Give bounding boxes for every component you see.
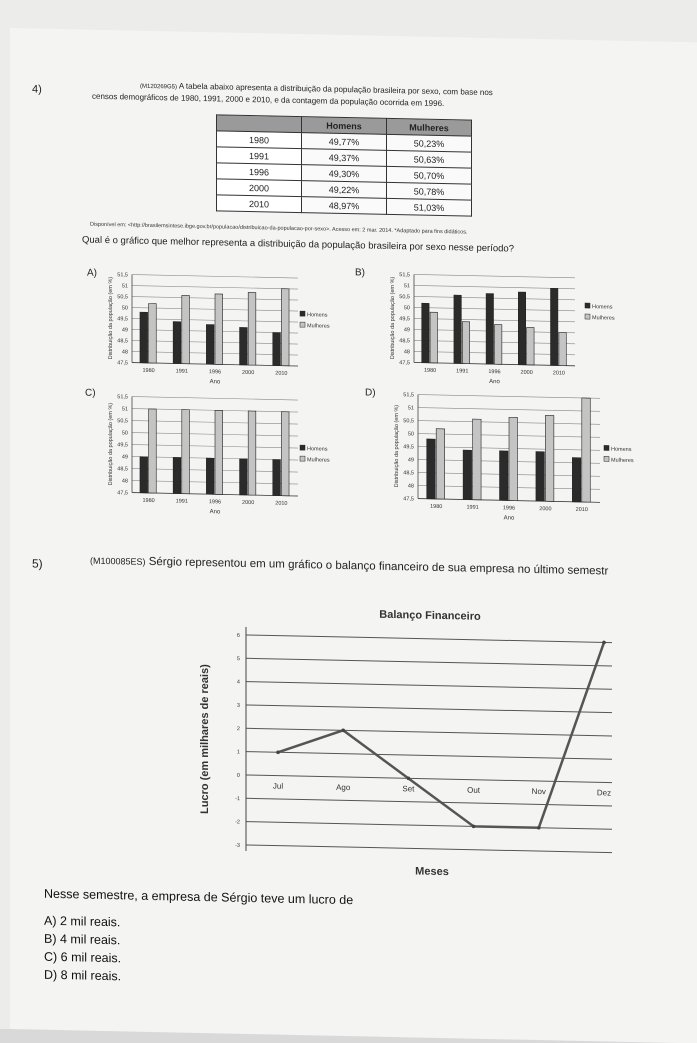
table-header: Homens <box>302 117 387 135</box>
y-tick-label: 5 <box>236 656 240 663</box>
q5-number: 5) <box>32 556 43 571</box>
y-axis-label: Lucro (em milhares de reais) <box>199 664 211 815</box>
x-axis-label: Ano <box>503 515 515 522</box>
table-cell: 2010 <box>217 195 302 213</box>
q5-question: Nesse semestre, a empresa de Sérgio teve um lucro de <box>44 886 354 908</box>
answer-option-c[interactable]: C) 6 mil reais. <box>44 949 122 966</box>
chart-title: Balanço Financeiro <box>379 608 481 623</box>
bar-mulheres <box>559 332 566 365</box>
bar-homens <box>518 292 525 365</box>
bar-homens <box>422 303 429 363</box>
data-point <box>407 777 411 781</box>
x-tick-label: 2010 <box>275 500 288 507</box>
y-tick-label: 47,5 <box>403 496 414 503</box>
legend-label: Homens <box>307 446 328 453</box>
q5-statement <box>90 555 608 578</box>
y-tick-label: 50,5 <box>403 418 414 425</box>
x-tick-label: 1996 <box>208 369 222 376</box>
y-axis-label: Distribuição da população (em %) <box>108 402 114 486</box>
bar-mulheres <box>149 304 157 364</box>
x-tick-label: 1996 <box>488 369 501 376</box>
option-d-chart <box>372 388 632 528</box>
q4-question: Qual é o gráfico que melhor representa a distribuição da população brasileira por sexo nesse período? <box>82 234 514 255</box>
option-b-chart <box>370 268 615 393</box>
table-cell: 50,23% <box>387 134 472 152</box>
table-cell: 1996 <box>217 163 302 181</box>
bar-mulheres <box>248 411 256 495</box>
y-tick-label: 50,5 <box>117 418 128 425</box>
bar-homens <box>273 460 281 496</box>
x-tick-label: Set <box>402 784 415 794</box>
x-tick-label: 2010 <box>275 370 288 377</box>
bar-mulheres <box>462 322 469 364</box>
bar-homens <box>240 327 248 365</box>
y-tick-label: 1 <box>236 749 240 756</box>
grid-line <box>132 286 298 289</box>
bar-mulheres <box>473 419 481 500</box>
table-cell: 49,22% <box>302 181 387 199</box>
y-tick-label: 3 <box>236 702 240 709</box>
bar-mulheres <box>527 327 534 365</box>
legend-swatch-homens <box>300 445 305 450</box>
legend-swatch-homens <box>300 311 305 316</box>
bar-mulheres <box>495 325 502 365</box>
grid-line <box>246 798 612 806</box>
bar-mulheres <box>281 412 289 496</box>
grid-line <box>246 682 612 690</box>
y-tick-label: 49,5 <box>399 316 410 323</box>
legend-label: Mulheres <box>611 457 634 465</box>
x-axis-label: Ano <box>209 379 221 386</box>
bar-homens <box>140 312 148 363</box>
grid-line <box>246 845 612 853</box>
x-axis-label: Ano <box>489 379 500 386</box>
y-tick-label: -3 <box>235 842 240 849</box>
table-cell: 51,03% <box>387 198 472 216</box>
q4-code: (M120269G5) <box>140 83 178 91</box>
y-tick-label: 48 <box>121 349 128 356</box>
table-cell: 50,63% <box>387 150 472 168</box>
x-tick-label: Jul <box>272 781 284 791</box>
y-tick-label: 48,5 <box>399 338 410 345</box>
legend-label: Homens <box>611 446 632 454</box>
y-tick-label: -2 <box>235 819 240 826</box>
bar-mulheres <box>149 409 157 493</box>
y-tick-label: 51 <box>407 405 414 412</box>
y-tick-label: 2 <box>236 726 240 733</box>
bar-homens <box>463 450 471 500</box>
grid-line <box>246 705 612 713</box>
legend-swatch-mulheres <box>604 456 609 461</box>
x-tick-label: Ago <box>336 782 351 793</box>
y-tick-label: 51,5 <box>117 272 128 279</box>
grid-line <box>246 822 612 830</box>
data-point <box>472 825 476 829</box>
bar-homens <box>140 457 148 493</box>
x-tick-label: Dez <box>596 788 612 798</box>
table-cell: 50,70% <box>387 166 472 184</box>
legend-swatch-mulheres <box>585 314 590 319</box>
bar-homens <box>206 458 214 494</box>
x-tick-label: 1996 <box>208 499 222 506</box>
x-tick-label: 2010 <box>552 370 566 377</box>
balance-line-chart <box>180 592 620 891</box>
table-cell: 49,37% <box>302 149 387 167</box>
y-tick-label: 50 <box>121 305 128 312</box>
x-tick-label: 2000 <box>242 499 255 507</box>
y-tick-label: 51,5 <box>399 272 410 279</box>
x-tick-label: Out <box>467 785 481 795</box>
bar-mulheres <box>281 289 289 366</box>
grid-line <box>132 397 298 400</box>
x-tick-label: 2000 <box>242 369 255 377</box>
bar-homens <box>572 458 580 502</box>
y-tick-label: 49 <box>403 327 410 334</box>
bar-mulheres <box>248 292 256 365</box>
table-cell: 1980 <box>217 131 302 149</box>
option-d-label: D) <box>365 387 376 399</box>
y-tick-label: 0 <box>236 772 240 779</box>
legend-label: Mulheres <box>307 457 330 464</box>
bar-mulheres <box>215 410 223 494</box>
y-tick-label: 47,5 <box>117 360 128 367</box>
bar-mulheres <box>215 294 223 365</box>
answer-option-b[interactable]: B) 4 mil reais. <box>44 931 121 948</box>
table-cell: 50,78% <box>387 182 472 200</box>
bar-mulheres <box>430 312 437 363</box>
y-axis-label: Distribuição da população (em %) <box>390 276 396 360</box>
y-tick-label: -1 <box>235 796 240 803</box>
legend-label: Homens <box>592 304 613 311</box>
bar-homens <box>273 333 281 366</box>
y-tick-label: 6 <box>236 632 240 639</box>
y-tick-label: 51 <box>121 406 128 413</box>
answer-option-d[interactable]: D) 8 mil reais. <box>44 967 122 984</box>
y-tick-label: 50 <box>121 430 128 437</box>
option-b-label: B) <box>355 267 365 279</box>
option-a-chart <box>88 268 328 393</box>
x-tick-label: 2000 <box>539 506 552 513</box>
y-tick-label: 48 <box>403 349 410 356</box>
y-axis-label: Distribuição da população (em %) <box>394 404 400 488</box>
bar-mulheres <box>436 429 444 499</box>
x-tick-label: 1980 <box>142 497 155 505</box>
option-a-label: A) <box>87 267 97 279</box>
grid-line <box>418 408 600 412</box>
y-tick-label: 50,5 <box>117 294 128 301</box>
x-tick-label: 1980 <box>423 367 437 374</box>
bar-homens <box>500 451 508 501</box>
y-tick-label: 51 <box>403 283 410 290</box>
y-tick-label: 49,5 <box>117 316 128 323</box>
legend-swatch-mulheres <box>300 322 305 327</box>
table-cell: 1991 <box>217 147 302 165</box>
y-tick-label: 49,5 <box>403 444 414 451</box>
y-tick-label: 48,5 <box>117 466 128 473</box>
y-tick-label: 48 <box>407 483 414 490</box>
y-tick-label: 49 <box>121 454 128 461</box>
bar-homens <box>551 288 558 365</box>
bar-homens <box>427 439 435 499</box>
option-c-chart <box>88 388 328 523</box>
table-cell: 49,30% <box>302 165 387 183</box>
grid-line <box>246 752 612 760</box>
bar-mulheres <box>582 398 590 502</box>
y-tick-label: 49,5 <box>117 442 128 449</box>
bar-homens <box>486 294 493 365</box>
y-tick-label: 48 <box>121 478 128 485</box>
option-c-label: C) <box>85 387 96 399</box>
y-tick-label: 49 <box>121 327 128 334</box>
table-cell: 2000 <box>217 179 302 197</box>
bar-mulheres <box>182 410 190 494</box>
y-tick-label: 51 <box>121 283 128 290</box>
bar-homens <box>536 452 544 502</box>
x-tick-label: Nov <box>531 786 546 797</box>
q4-number: 4) <box>32 83 42 96</box>
grid-line <box>246 658 612 666</box>
grid-line <box>418 395 600 399</box>
x-tick-label: 1991 <box>456 368 469 375</box>
y-tick-label: 47,5 <box>399 360 410 367</box>
y-tick-label: 48,5 <box>403 470 414 477</box>
q4-statement-line1: A tabela abaixo apresenta a distribuição da população brasileira por sexo, com base nos <box>178 81 493 98</box>
x-axis-label: Ano <box>209 509 221 516</box>
bar-homens <box>173 457 181 493</box>
q5-code: (M100085ES) <box>90 555 146 567</box>
x-tick-label: 1996 <box>502 505 516 512</box>
y-axis-label: Distribuição da população (em %) <box>108 276 114 360</box>
bar-mulheres <box>182 295 190 363</box>
table-cell: 49,77% <box>302 133 387 151</box>
bar-mulheres <box>545 415 553 501</box>
y-tick-label: 47,5 <box>117 490 128 497</box>
legend-swatch-homens <box>604 445 609 450</box>
x-tick-label: 1991 <box>466 504 479 511</box>
x-tick-label: 1980 <box>142 367 155 375</box>
table-header <box>217 115 302 133</box>
x-tick-label: 1980 <box>430 503 443 511</box>
table-cell: 48,97% <box>302 197 387 215</box>
legend-swatch-homens <box>585 303 590 308</box>
grid-line <box>414 274 575 277</box>
legend-swatch-mulheres <box>300 456 305 461</box>
legend-label: Mulheres <box>307 323 330 330</box>
bar-homens <box>173 322 181 364</box>
y-tick-label: 51,5 <box>117 394 128 401</box>
q5-statement-text: Sérgio representou em um gráfico o balanço financeiro de sua empresa no último semestr <box>148 555 609 578</box>
grid-line <box>246 728 612 736</box>
y-tick-label: 50 <box>407 431 414 438</box>
population-table <box>216 114 472 216</box>
bar-mulheres <box>509 417 517 500</box>
bar-homens <box>240 459 248 495</box>
x-tick-label: 2010 <box>575 506 588 514</box>
table-header: Mulheres <box>387 118 472 136</box>
q4-source: Disponível em: <http://brasilemsintese.ibge.gov.br/populacao/distribuicao-da-populacao-por-sexo>. Acesso em: 2 mar. 2014. *Adaptado para fins didáticos. <box>90 221 468 236</box>
answer-option-a[interactable]: A) 2 mil reais. <box>44 913 121 930</box>
y-tick-label: 50 <box>403 305 410 312</box>
legend-label: Mulheres <box>592 315 615 322</box>
grid-line <box>132 275 298 278</box>
y-tick-label: 49 <box>407 457 414 464</box>
legend-label: Homens <box>307 312 328 319</box>
x-tick-label: 1991 <box>175 368 188 375</box>
y-tick-label: 48,5 <box>117 338 128 345</box>
bar-homens <box>206 325 214 365</box>
q4-statement-line2: censos demográficos de 1980, 1991, 2000 e 2010, e da contagem da população ocorrida em 1996. <box>92 91 445 109</box>
exam-sheet <box>10 28 697 1043</box>
x-axis-label: Meses <box>415 865 449 879</box>
x-tick-label: 1991 <box>175 498 188 505</box>
grid-line <box>246 635 612 643</box>
y-tick-label: 4 <box>236 679 240 686</box>
y-tick-label: 51,5 <box>403 392 414 399</box>
bar-homens <box>454 295 461 363</box>
y-tick-label: 50,5 <box>399 294 410 301</box>
x-tick-label: 2000 <box>520 369 533 376</box>
